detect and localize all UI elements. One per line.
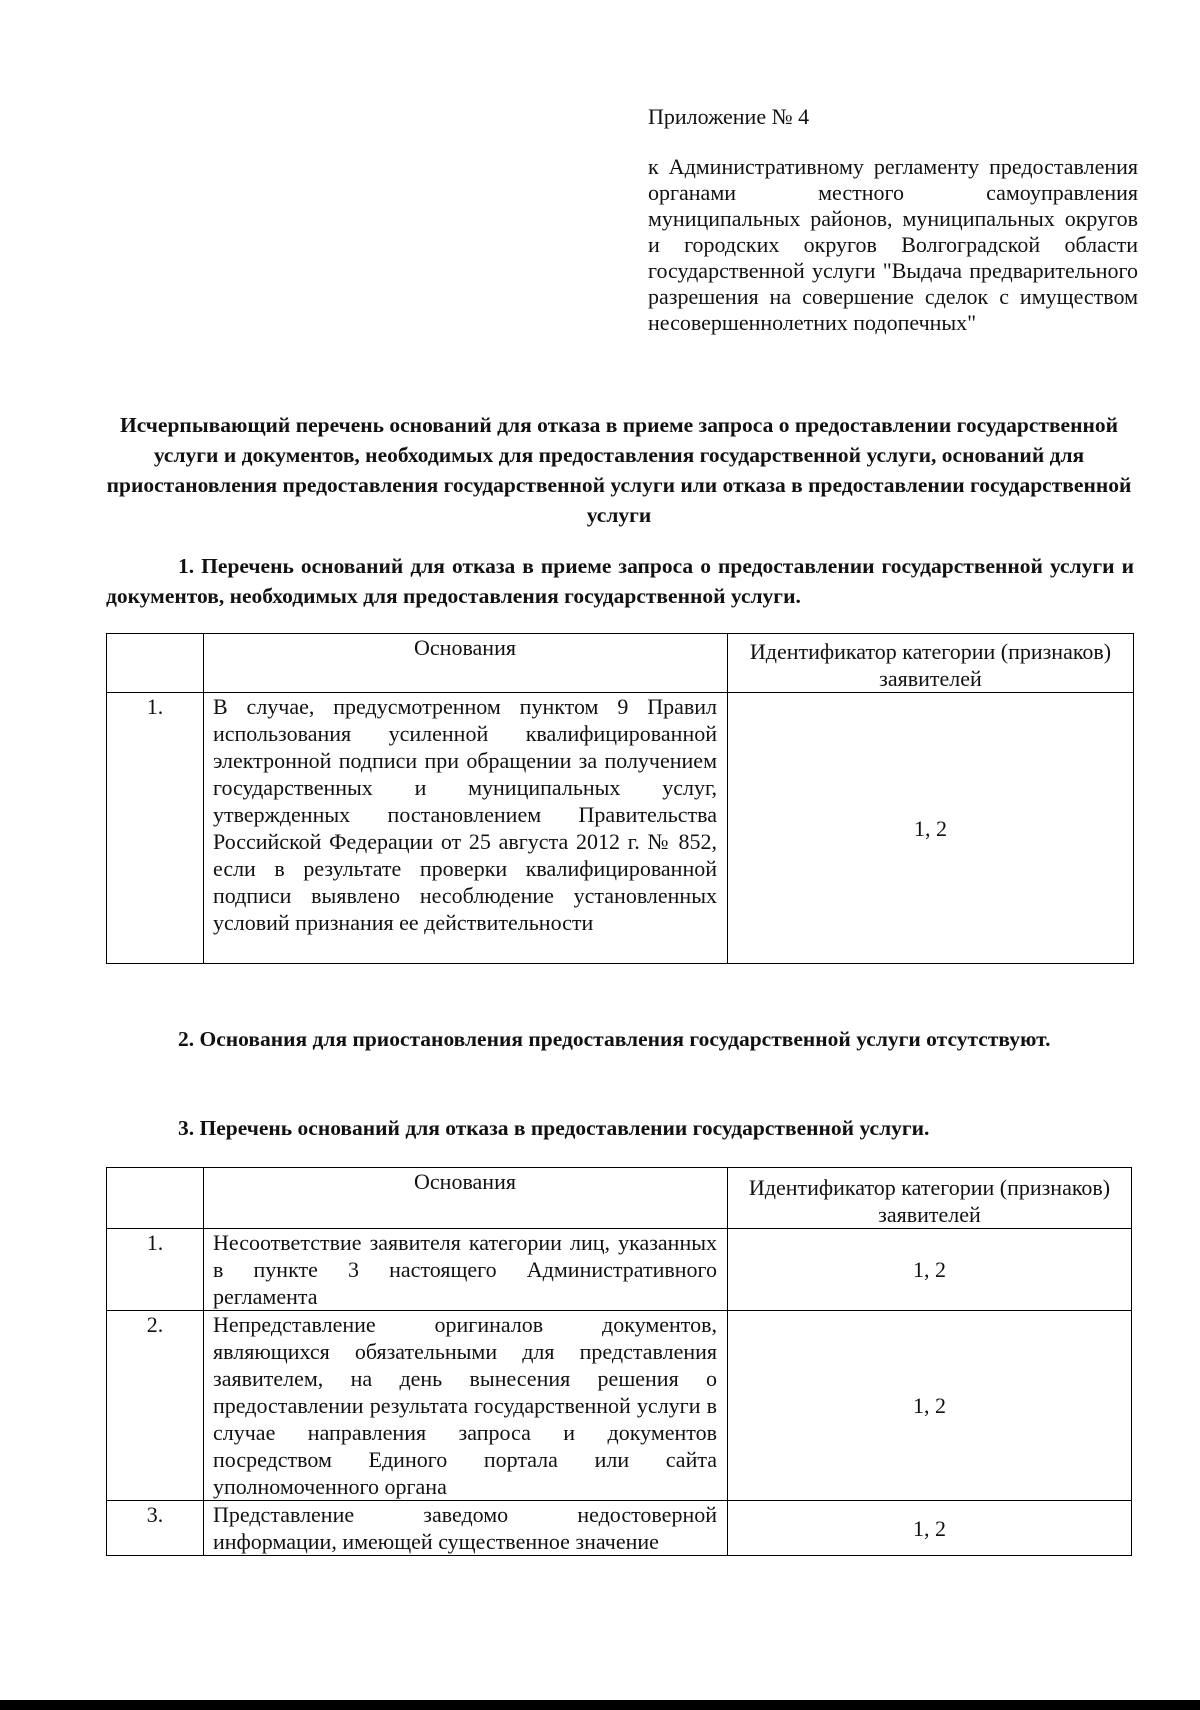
row-basis: Непредставление оригиналов документов, являющихся обязательными для представления заявителем, на день вынесения решения о предоставлении результата государственной услуги в случае направления запроса и документов посредством Единого портала или сайта уполномоченного органа bbox=[204, 1311, 728, 1501]
row-basis: В случае, предусмотренном пунктом 9 Правил использования усиленной квалифицированной электронной подписи при обращении за получением государственных и муниципальных услуг, утвержденных постановлением Правительства Российской Федерации от 25 августа 2012 г. № 852, если в результате проверки квалифицированной подписи выявлено несоблюдение установленных условий признания ее действительности bbox=[204, 693, 728, 964]
row-basis: Несоответствие заявителя категории лиц, указанных в пункте 3 настоящего Административного регламента bbox=[204, 1229, 728, 1311]
row-identifier: 1, 2 bbox=[728, 1311, 1132, 1501]
row-number: 3. bbox=[107, 1501, 204, 1556]
section-3-table bbox=[106, 1167, 1132, 1556]
annex-title: Приложение № 4 bbox=[648, 104, 810, 129]
header-identifier: Идентификатор категории (признаков) заявителей bbox=[728, 634, 1134, 693]
annex-reference: к Административному регламенту предоставления органами местного самоуправления муниципальных районов, муниципальных округов и городских округов Волгоградской области государственной услуги "Выдача предварительного разрешения на совершение сделок с имуществом несовершеннолетних подопечных" bbox=[648, 154, 1138, 335]
document-title: Исчерпывающий перечень оснований для отказа в приеме запроса о предоставлении государственной услуги и документов, необходимых для предоставления государственной услуги, оснований для приостановления предоставления государственной услуги или отказа в предоставлении государственной услуги bbox=[106, 413, 1132, 527]
section-1-heading: 1. Перечень оснований для отказа в приеме запроса о предоставлении государственной услуги и документов, необходимых для предоставления государственной услуги. bbox=[106, 554, 1134, 608]
header-identifier: Идентификатор категории (признаков) заявителей bbox=[728, 1168, 1132, 1229]
table-row bbox=[107, 1501, 1132, 1556]
section-3-heading: 3. Перечень оснований для отказа в предоставлении государственной услуги. bbox=[178, 1116, 930, 1140]
row-identifier: 1, 2 bbox=[728, 693, 1134, 964]
row-basis: Представление заведомо недостоверной информации, имеющей существенное значение bbox=[204, 1501, 728, 1556]
row-number: 1. bbox=[107, 1229, 204, 1311]
row-number: 2. bbox=[107, 1311, 204, 1501]
scan-edge-bar bbox=[0, 1700, 1200, 1710]
header-num bbox=[107, 634, 204, 693]
row-number: 1. bbox=[107, 693, 204, 964]
row-identifier: 1, 2 bbox=[728, 1501, 1132, 1556]
header-basis: Основания bbox=[204, 634, 728, 693]
section-2-heading: 2. Основания для приостановления предоставления государственной услуги отсутствуют. bbox=[178, 1027, 1051, 1051]
table-row bbox=[107, 1229, 1132, 1311]
section-1-table bbox=[106, 633, 1134, 964]
table-header-row bbox=[107, 634, 1134, 693]
table-header-row bbox=[107, 1168, 1132, 1229]
header-num bbox=[107, 1168, 204, 1229]
table-row bbox=[107, 1311, 1132, 1501]
table-row bbox=[107, 693, 1134, 964]
header-basis: Основания bbox=[204, 1168, 728, 1229]
annex-block bbox=[648, 104, 1138, 336]
row-identifier: 1, 2 bbox=[728, 1229, 1132, 1311]
